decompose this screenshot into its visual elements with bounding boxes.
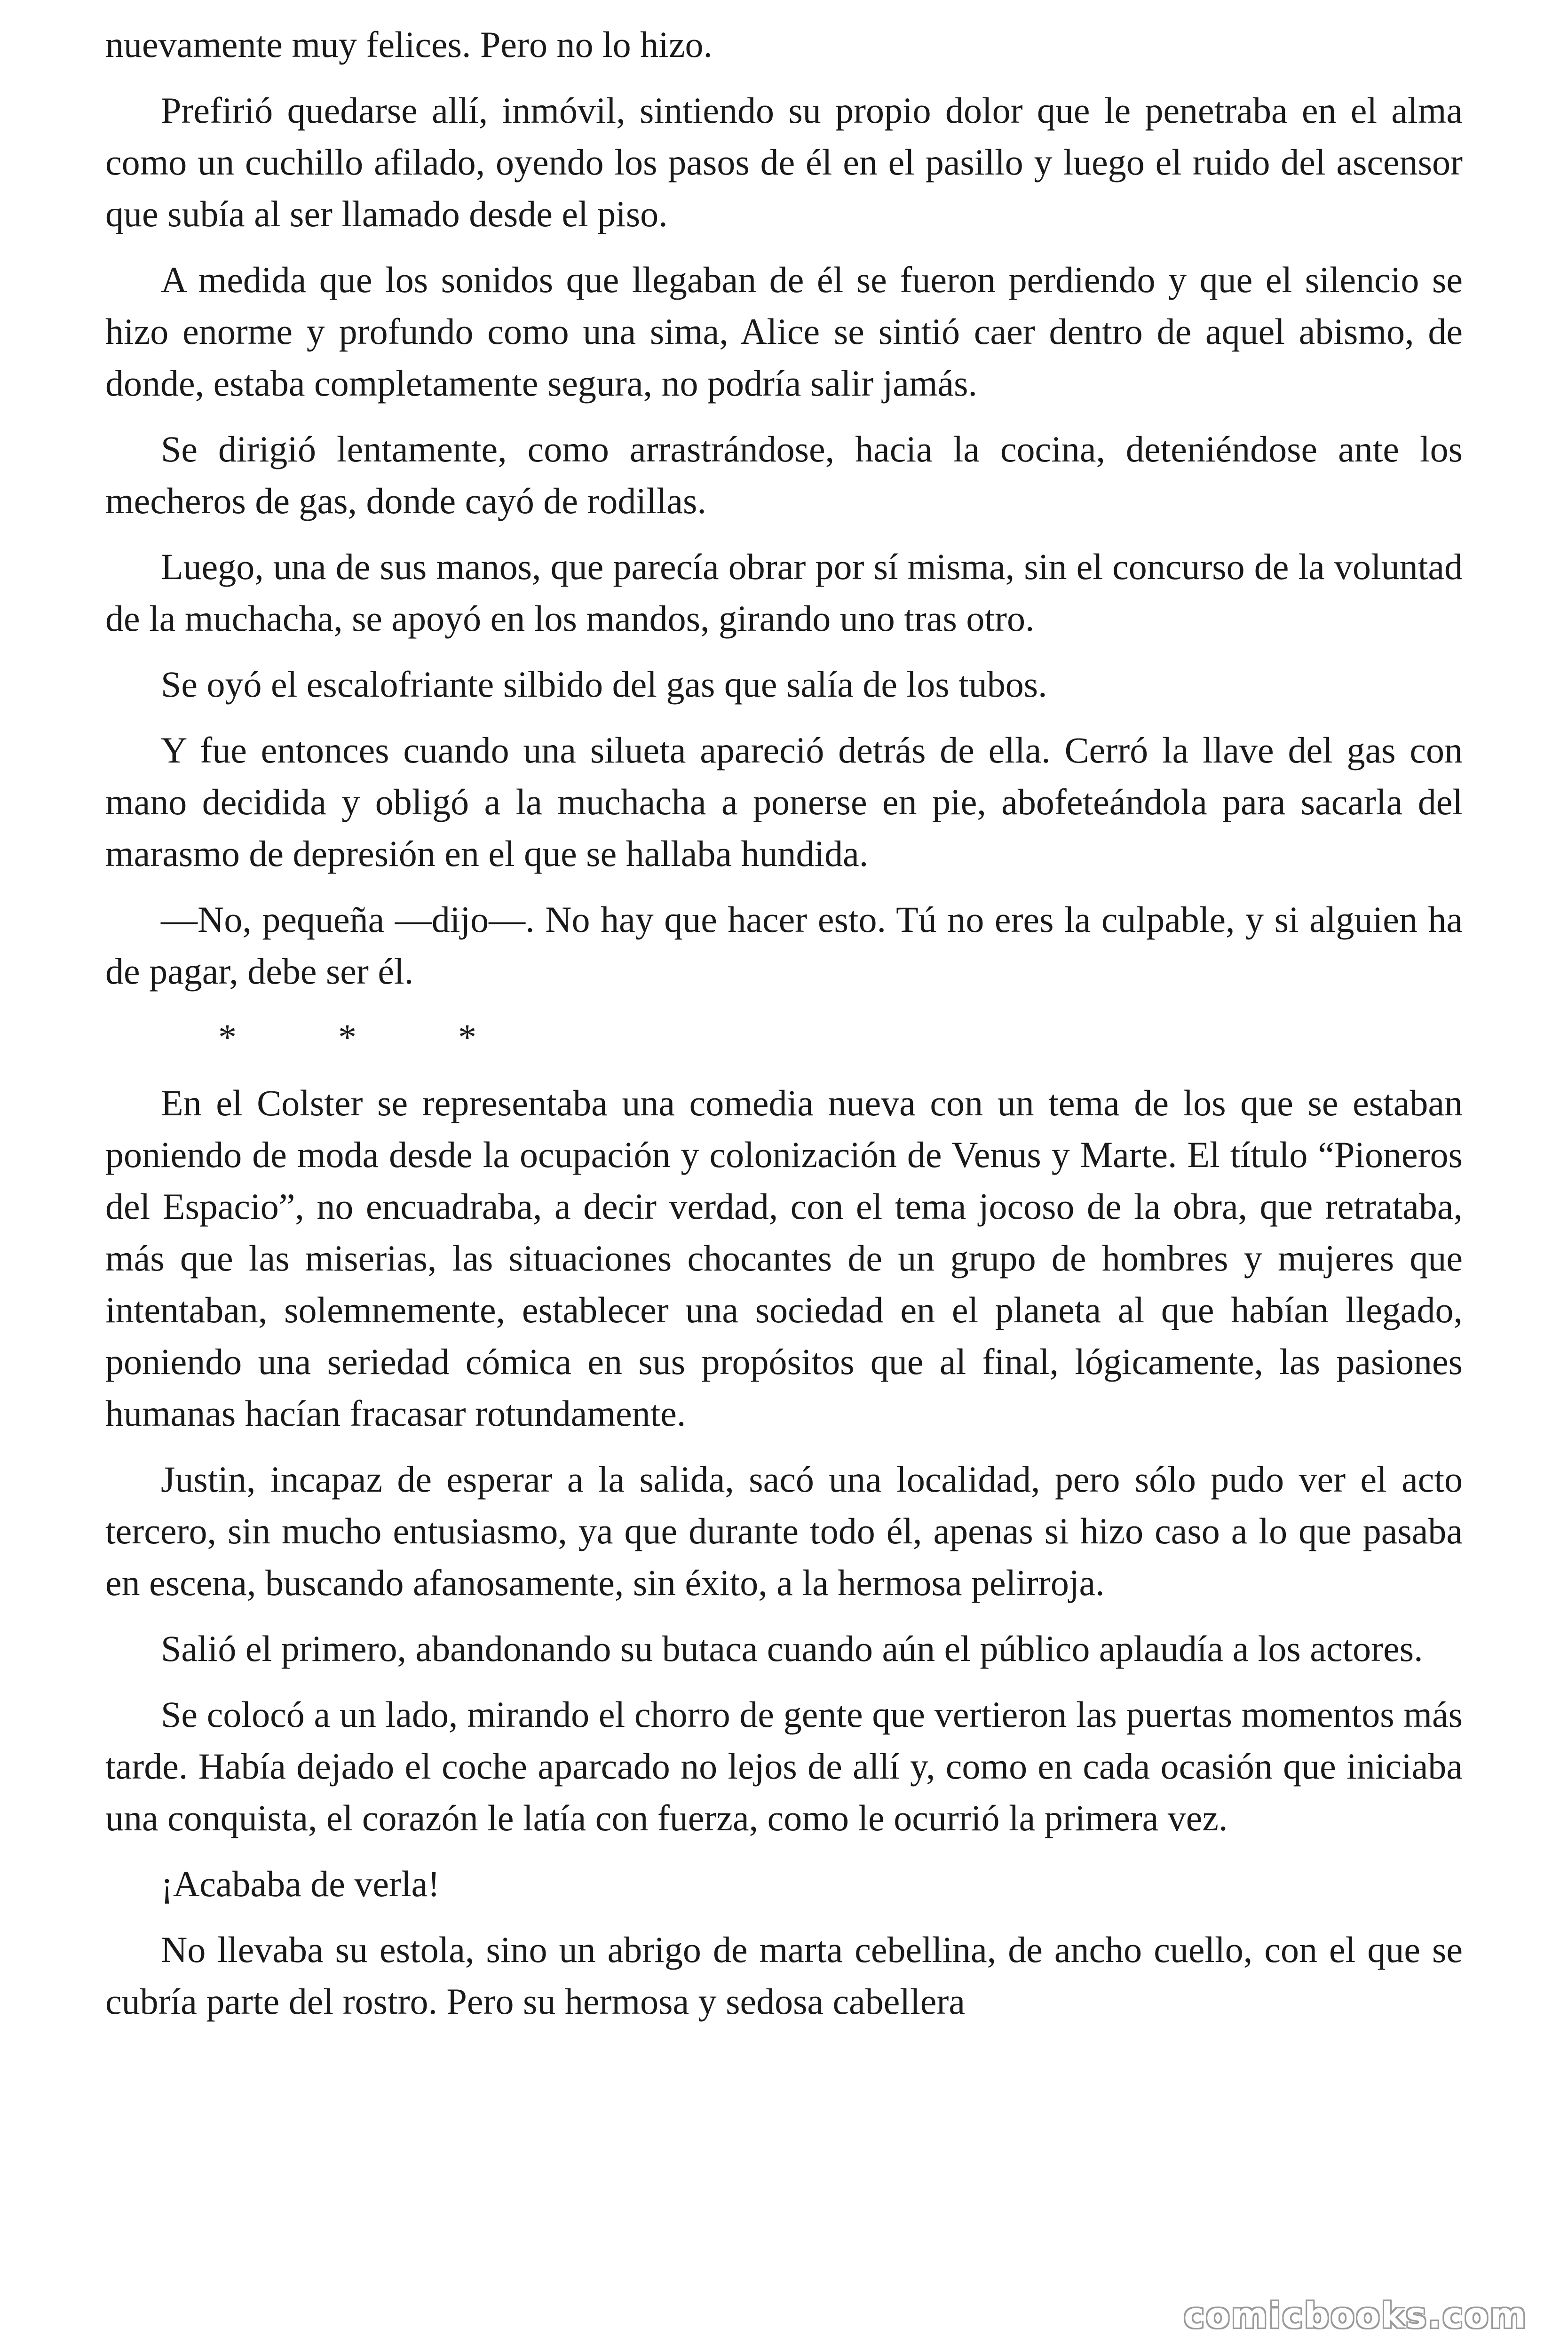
- paragraph: A medida que los sonidos que llegaban de él se fueron perdiendo y que el silencio se hizo enorme y profundo como una sima, Alice se sintió caer dentro de aquel abismo, de donde, estaba completamente segura, no podría salir jamás.: [105, 259, 1463, 404]
- text-column: [105, 19, 1463, 2042]
- paragraph: Se oyó el escalofriante silbido del gas que salía de los tubos.: [161, 664, 1047, 705]
- paragraph: nuevamente muy felices. Pero no lo hizo.: [105, 24, 713, 65]
- paragraph: No llevaba su estola, sino un abrigo de marta cebellina, de ancho cuello, con el que se cubría parte del rostro. Pero su hermosa y sedosa cabellera: [105, 1929, 1463, 2022]
- watermark: comicbooks.com: [1184, 2296, 1528, 2336]
- paragraph: ¡Acababa de verla!: [161, 1863, 440, 1904]
- paragraph: Justin, incapaz de esperar a la salida, sacó una localidad, pero sólo pudo ver el acto tercero, sin mucho entusiasmo, ya que durante todo él, apenas si hizo caso a lo que pasaba en escena, buscando afanosamente, sin éxito, a la hermosa pelirroja.: [105, 1459, 1463, 1603]
- paragraph: Se dirigió lentamente, como arrastrándose, hacia la cocina, deteniéndose ante los mecheros de gas, donde cayó de rodillas.: [105, 429, 1463, 521]
- paragraph: Prefirió quedarse allí, inmóvil, sintiendo su propio dolor que le penetraba en el alma como un cuchillo afilado, oyendo los pasos de él en el pasillo y luego el ruido del ascensor que subía al ser llamado desde el piso.: [105, 90, 1463, 234]
- scene-break: [105, 1011, 1463, 1063]
- scene-break-asterisk: *: [218, 1017, 237, 1057]
- paragraph: Y fue entonces cuando una silueta apareció detrás de ella. Cerró la llave del gas con mano decidida y obligó a la muchacha a ponerse en pie, abofeteándola para sacarla del marasmo de depresión en el que se hallaba hundida.: [105, 730, 1463, 874]
- paragraph: Luego, una de sus manos, que parecía obrar por sí misma, sin el concurso de la voluntad de la muchacha, se apoyó en los mandos, girando uno tras otro.: [105, 546, 1463, 639]
- paragraph: —No, pequeña —dijo—. No hay que hacer esto. Tú no eres la culpable, y si alguien ha de pagar, debe ser él.: [105, 899, 1463, 992]
- scene-break-asterisk: *: [338, 1017, 356, 1057]
- paragraph: En el Colster se representaba una comedia nueva con un tema de los que se estaban poniendo de moda desde la ocupación y colonización de Venus y Marte. El título “Pioneros del Espacio”, no encuadraba, a decir verdad, con el tema jocoso de la obra, que retrataba, más que las miserias, las situaciones chocantes de un grupo de hombres y mujeres que intentaban, solemnemente, establecer una sociedad en el planeta al que habían llegado, poniendo una seriedad cómica en sus propósitos que al final, lógicamente, las pasiones humanas hacían fracasar rotundamente.: [105, 1082, 1463, 1434]
- paragraph: Se colocó a un lado, mirando el chorro de gente que vertieron las puertas momentos más tarde. Había dejado el coche aparcado no lejos de allí y, como en cada ocasión que iniciaba una conquista, el corazón le latía con fuerza, como le ocurrió la primera vez.: [105, 1694, 1463, 1838]
- scene-break-asterisk: *: [458, 1017, 476, 1057]
- paragraph: Salió el primero, abandonando su butaca cuando aún el público aplaudía a los actores.: [161, 1628, 1423, 1669]
